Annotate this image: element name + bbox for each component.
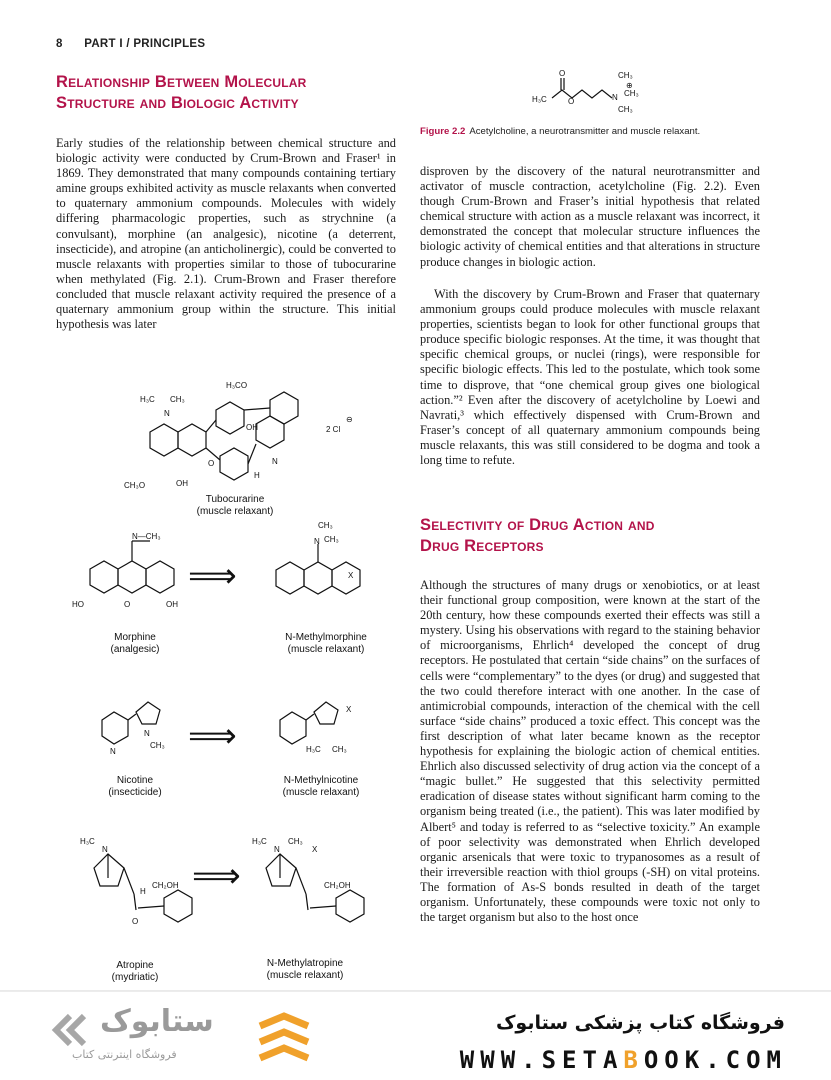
n-methylatropine-role: (muscle relaxant) — [266, 969, 344, 981]
section-heading-selectivity — [420, 515, 765, 557]
tubo-ch3o: CH₃O — [124, 481, 146, 490]
atropine-role: (mydriatic) — [111, 971, 159, 983]
n-methylmorphine-name: N-Methylmorphine — [285, 632, 367, 643]
nmn-x: X — [346, 705, 352, 714]
acetylcholine-n: N — [612, 93, 618, 102]
n-methylatropine-structure — [250, 828, 380, 948]
morphine-ho: HO — [72, 600, 84, 609]
nicotine-role: (insecticide) — [108, 786, 162, 798]
nmn-ch3: CH₃ — [332, 745, 347, 754]
section-heading-structure-activity — [56, 72, 401, 114]
tubo-h: H — [254, 471, 260, 480]
nma-x: X — [312, 845, 318, 854]
nma-ch3: CH₃ — [288, 837, 303, 846]
url-accent: B — [623, 1046, 644, 1074]
acetylcholine-ch3-right: CH₃ — [624, 89, 639, 98]
shop-name: فروشگاه کتاب پزشکی ستابوک — [495, 1012, 785, 1034]
heading-line-1: Relationship Between Molecular — [56, 73, 307, 91]
nicotine-n-py: N — [110, 747, 116, 756]
nmm-n: N — [314, 537, 320, 546]
reaction-arrow-morphine: ⟹ — [188, 558, 237, 595]
nicotine-label — [80, 775, 190, 798]
atropine-n: N — [102, 845, 108, 854]
tubo-n2: N — [272, 457, 278, 466]
morphine-name: Morphine — [114, 632, 156, 643]
nicotine-n: N — [144, 729, 150, 738]
tubocurarine-structure — [120, 380, 360, 490]
tubo-ch3: CH₃ — [170, 395, 185, 404]
morphine-label — [80, 632, 190, 655]
page-number: 8 — [56, 38, 63, 50]
n-methylmorphine-label — [266, 632, 386, 655]
acetylcholine-structure — [530, 66, 650, 114]
setabook-logo-subtitle: فروشگاه اینترنتی کتاب — [72, 1048, 177, 1061]
url-part-2: OOK.COM — [643, 1046, 787, 1074]
n-methylmorphine-structure — [256, 520, 366, 615]
nma-h3c: H₃C — [252, 837, 267, 846]
heading-line-1: Selectivity of Drug Action and — [420, 516, 655, 534]
n-methylatropine-label — [240, 958, 370, 981]
n-methylatropine-name: N-Methylatropine — [266, 958, 344, 969]
nmm-ch3: CH₃ — [324, 535, 339, 544]
shop-url[interactable] — [460, 1046, 787, 1074]
morphine-oh: OH — [166, 600, 178, 609]
atropine-ch2oh: CH₂OH — [152, 881, 179, 890]
atropine-o: O — [132, 917, 139, 926]
tubo-minus: ⊖ — [346, 415, 353, 424]
n-methylnicotine-role: (muscle relaxant) — [282, 786, 360, 798]
atropine-label — [80, 960, 190, 983]
tubo-oh2: OH — [176, 479, 188, 488]
morphine-o: O — [124, 600, 131, 609]
n-methylnicotine-name: N-Methylnicotine — [283, 775, 359, 786]
reaction-arrow-atropine: ⟹ — [192, 858, 241, 895]
right-paragraph-2: With the discovery by Crum-Brown and Fraser that quaternary ammonium groups could produce molecules with muscle relaxant properties, scientists began to look for other functional groups that produce specific biologic responses. At the time, it was thought that specific chemical groups, or nuclei (rings), were responsible for specific biologic effects. This led to the postulate, which took some time to disprove, that “one chemical group gives one biological action.”² Even after the discovery of acetylcholine by Loewi and Navrati,³ which effectively dispensed with Crum-Brown and Fraser’s concept of all quaternary ammonium compounds being muscle relaxants, this was still considered to be dogma and took a long time to refute. — [420, 287, 760, 468]
heading-line-2: Structure and Biologic Activity — [56, 94, 299, 112]
nmm-x: X — [348, 571, 354, 580]
right-paragraph-1: disproven by the discovery of the natural neurotransmitter and activator of muscle contraction, acetylcholine (Fig. 2.2). Even though Crum-Brown and Fraser’s initial hypothesis that related chemical structure with action as a muscle relaxant was incorrect, it demonstrated the concept that molecular structure influences the biologic activity of chemical entities and that alterations in structure produce changes in biologic action. — [420, 164, 760, 269]
nicotine-ch3: CH₃ — [150, 741, 165, 750]
n-methylnicotine-structure — [270, 690, 370, 760]
figure-2-2-caption — [420, 126, 780, 137]
acetylcholine-carbonyl-o: O — [559, 69, 566, 78]
atropine-name: Atropine — [116, 960, 154, 971]
n-methylnicotine-label — [256, 775, 386, 798]
tubo-oh: OH — [246, 423, 258, 432]
tubocurarine-label — [170, 494, 300, 517]
atropine-h: H — [140, 887, 146, 896]
tubo-h3c: H₃C — [140, 395, 155, 404]
nicotine-name: Nicotine — [116, 775, 154, 786]
acetylcholine-ch3-top: CH₃ — [618, 71, 633, 80]
setabook-logo-text: ستابوک — [100, 1004, 214, 1039]
selectivity-paragraph: Although the structures of many drugs or xenobiotics, or at least their functional group composition, were known at the start of the 20th century, how these compounds exerted their effects was still a mystery. Using his observations with regard to the staining behavior of microorganisms, Ehrlich⁴ developed the concept of drug receptors. He postulated that certain “side chains” on the surfaces of cells were “complementary” to the dyes (or drug) and suggested that the two could therefore interact with one another. In the case of antimicrobial compounds, interaction of the chemical with the cell surface “side chains” produced a toxic effect. This concept was the first description of what later became known as the receptor hypothesis for explaining the biologic action of chemical entities. Ehrlich also discussed selectivity of drug action via the concept of a “magic bullet.” He suggested that this selectivity permitted eradication of disease states without significant harm coming to the organism being treated (i.e., the patient). This was later modified by Albert⁵ and today is referred to as “selective toxicity.” An example of poor selectivity was demonstrated when Ehrlich developed organic arsenicals that were toxic to trypanosomes as a result of their irreversible reaction with thiol groups (-SH) on vital proteins. The formation of As-S bonds resulted in death of the target organism. Unfortunately, these compounds were toxic not only to the target organism but also to the host once — [420, 578, 760, 925]
acetylcholine-h3c: H₃C — [532, 95, 547, 104]
atropine-h3c: H₃C — [80, 837, 95, 846]
nma-n: N — [274, 845, 280, 854]
tubo-n1: N — [164, 409, 170, 418]
atropine-structure — [78, 828, 208, 948]
acetylcholine-ch3-bottom: CH₃ — [618, 105, 633, 114]
figure-2-2-label: Figure 2.2 — [420, 126, 466, 137]
tubocurarine-role: (muscle relaxant) — [196, 505, 274, 517]
tubocurarine-name: Tubocurarine — [205, 494, 265, 505]
nmn-h3c: H₃C — [306, 745, 321, 754]
url-part-1: WWW.SETA — [459, 1046, 624, 1074]
intro-paragraph: Early studies of the relationship between chemical structure and biologic activity were conducted by Crum-Brown and Fraser¹ in 1869. They demonstrated that many compounds containing tertiary amine groups exhibited activity as muscle relaxants when converted to quaternary ammonium compounds. Molecules with widely differing pharmacologic properties, such as strychnine (a convulsant), morphine (an analgesic), nicotine (a deterrent, insecticide), and atropine (an anticholinergic), could be converted to muscle relaxants with properties similar to those of tubocurarine when methylated (Fig. 2.1). Crum-Brown and Fraser therefore concluded that muscle relaxant activity required the presence of a quaternary ammonium group within the structure. This initial hypothesis was later — [56, 136, 396, 332]
figure-2-2-text: Acetylcholine, a neurotransmitter and muscle relaxant. — [469, 126, 701, 137]
tubo-salt: 2 Cl — [326, 425, 341, 434]
acetylcholine-plus: ⊕ — [626, 81, 633, 90]
morphine-nch3: N—CH₃ — [132, 532, 161, 541]
nma-ch2oh: CH₂OH — [324, 881, 351, 890]
part-label: PART I / PRINCIPLES — [84, 38, 206, 50]
tubo-h3co: H₃CO — [226, 381, 248, 390]
morphine-role: (analgesic) — [110, 643, 160, 655]
running-header — [56, 38, 205, 50]
morphine-structure — [70, 525, 190, 615]
nicotine-structure — [92, 690, 182, 760]
acetylcholine-ester-o: O — [568, 97, 575, 106]
reaction-arrow-nicotine: ⟹ — [188, 718, 237, 755]
book-stack-icon — [254, 1012, 314, 1068]
heading-line-2: Drug Receptors — [420, 537, 544, 555]
tubo-o: O — [208, 459, 215, 468]
nmm-ch3-top: CH₃ — [318, 521, 333, 530]
n-methylmorphine-role: (muscle relaxant) — [287, 643, 365, 655]
